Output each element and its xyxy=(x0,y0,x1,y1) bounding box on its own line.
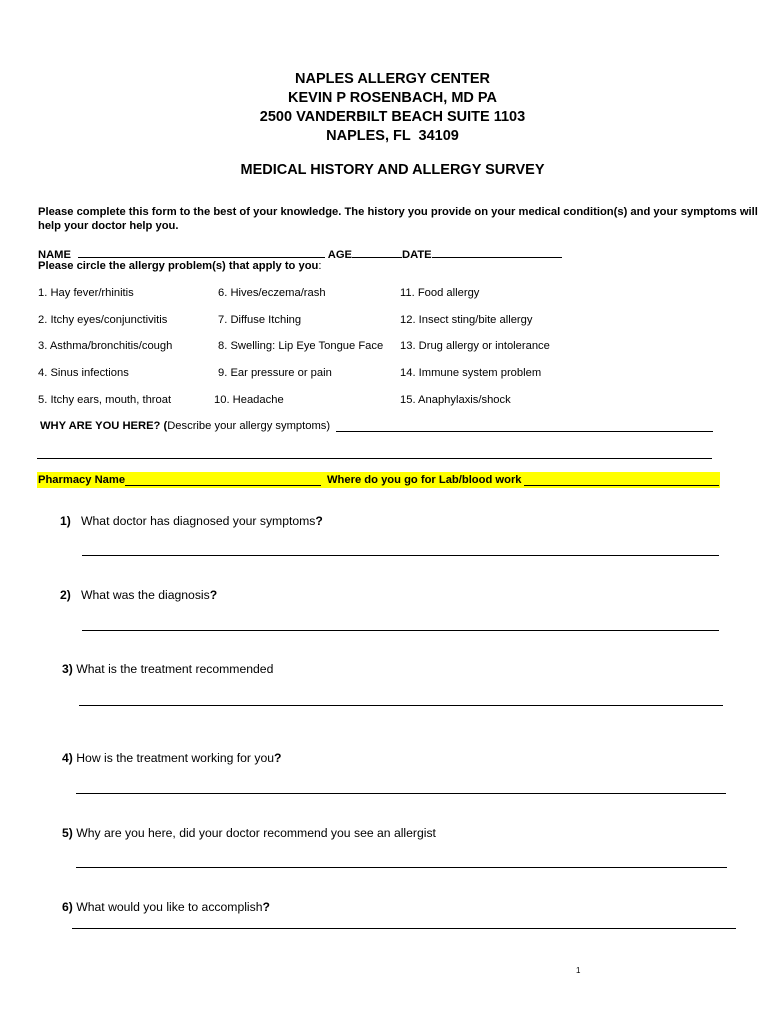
problem-item[interactable]: 6. Hives/eczema/rash xyxy=(218,287,326,299)
question-mark: ? xyxy=(262,900,270,914)
circle-prompt-colon: : xyxy=(318,260,322,272)
pharmacy-label: Pharmacy Name xyxy=(38,474,126,486)
question-4 xyxy=(62,751,281,765)
clinic-header xyxy=(0,70,770,146)
problem-item[interactable]: 9. Ear pressure or pain xyxy=(218,367,332,379)
problem-item[interactable]: 2. Itchy eyes/conjunctivitis xyxy=(38,314,168,326)
name-field[interactable] xyxy=(78,246,325,258)
question-number: 3) xyxy=(62,662,73,676)
problem-item[interactable]: 3. Asthma/bronchitis/cough xyxy=(38,340,173,352)
question-text: How is the treatment working for you xyxy=(76,751,275,765)
age-label: AGE xyxy=(327,249,353,261)
answer-line-1[interactable] xyxy=(82,555,719,556)
problem-item[interactable]: 12. Insect sting/bite allergy xyxy=(400,314,533,326)
answer-line-2[interactable] xyxy=(82,630,719,631)
circle-prompt-text: Please circle the allergy problem(s) that apply to you xyxy=(38,260,319,272)
question-number: 2) xyxy=(60,588,71,602)
question-2 xyxy=(60,588,217,602)
question-mark: ? xyxy=(274,751,282,765)
problem-item[interactable]: 1. Hay fever/rhinitis xyxy=(38,287,134,299)
circle-prompt xyxy=(38,260,322,272)
question-number: 5) xyxy=(62,826,73,840)
pharmacy-field[interactable] xyxy=(125,485,321,486)
lab-label: Where do you go for Lab/blood work xyxy=(327,474,522,486)
why-here-field[interactable] xyxy=(336,431,713,432)
question-1 xyxy=(60,514,323,528)
question-text: What is the treatment recommended xyxy=(76,662,274,676)
question-3 xyxy=(62,662,273,676)
patient-info-line xyxy=(38,246,562,261)
problem-item[interactable]: 5. Itchy ears, mouth, throat xyxy=(38,394,172,406)
instructions-text: Please complete this form to the best of your knowledge. The history you provide on your medical condition(s) and your symptoms will help your doctor help you. xyxy=(38,206,758,232)
question-number: 6) xyxy=(62,900,73,914)
why-here-field-line-2[interactable] xyxy=(37,458,712,459)
date-label: DATE xyxy=(402,249,432,261)
question-number: 1) xyxy=(60,514,71,528)
question-number: 4) xyxy=(62,751,73,765)
answer-line-3[interactable] xyxy=(79,705,723,706)
question-text: What was the diagnosis xyxy=(81,588,210,602)
problem-item[interactable]: 7. Diffuse Itching xyxy=(218,314,302,326)
question-text: What doctor has diagnosed your symptoms xyxy=(81,514,316,528)
problem-item[interactable]: 4. Sinus infections xyxy=(38,367,129,379)
name-label: NAME xyxy=(38,249,71,261)
why-here-label-bold: WHY ARE YOU HERE? ( xyxy=(40,420,168,432)
doctor-name: KEVIN P ROSENBACH, MD PA xyxy=(288,90,497,106)
problem-item[interactable]: 10. Headache xyxy=(214,394,284,406)
problem-item[interactable]: 8. Swelling: Lip Eye Tongue Face xyxy=(218,340,384,352)
question-mark: ? xyxy=(209,588,218,602)
date-field[interactable] xyxy=(432,246,562,258)
answer-line-5[interactable] xyxy=(76,867,727,868)
answer-line-4[interactable] xyxy=(76,793,726,794)
problem-item[interactable]: 14. Immune system problem xyxy=(400,367,542,379)
question-5 xyxy=(62,826,436,840)
age-field[interactable] xyxy=(352,246,402,258)
survey-title: MEDICAL HISTORY AND ALLERGY SURVEY xyxy=(240,162,545,178)
problem-item[interactable]: 11. Food allergy xyxy=(400,287,480,299)
page-number: 1 xyxy=(576,966,581,975)
lab-field[interactable] xyxy=(524,485,719,486)
answer-line-6[interactable] xyxy=(72,928,736,929)
clinic-city-state-zip: NAPLES, FL 34109 xyxy=(326,128,459,144)
why-here-label-rest: Describe your allergy symptoms) xyxy=(167,420,331,432)
question-6 xyxy=(62,900,270,914)
clinic-street-address: 2500 VANDERBILT BEACH SUITE 1103 xyxy=(259,109,526,125)
problem-item[interactable]: 15. Anaphylaxis/shock xyxy=(400,394,511,406)
question-mark: ? xyxy=(315,514,323,528)
problem-item[interactable]: 13. Drug allergy or intolerance xyxy=(400,340,550,352)
question-text: What would you like to accomplish xyxy=(76,900,263,914)
why-here-label xyxy=(40,420,330,432)
question-text: Why are you here, did your doctor recommend you see an allergist xyxy=(76,826,436,840)
clinic-name: NAPLES ALLERGY CENTER xyxy=(295,71,490,87)
